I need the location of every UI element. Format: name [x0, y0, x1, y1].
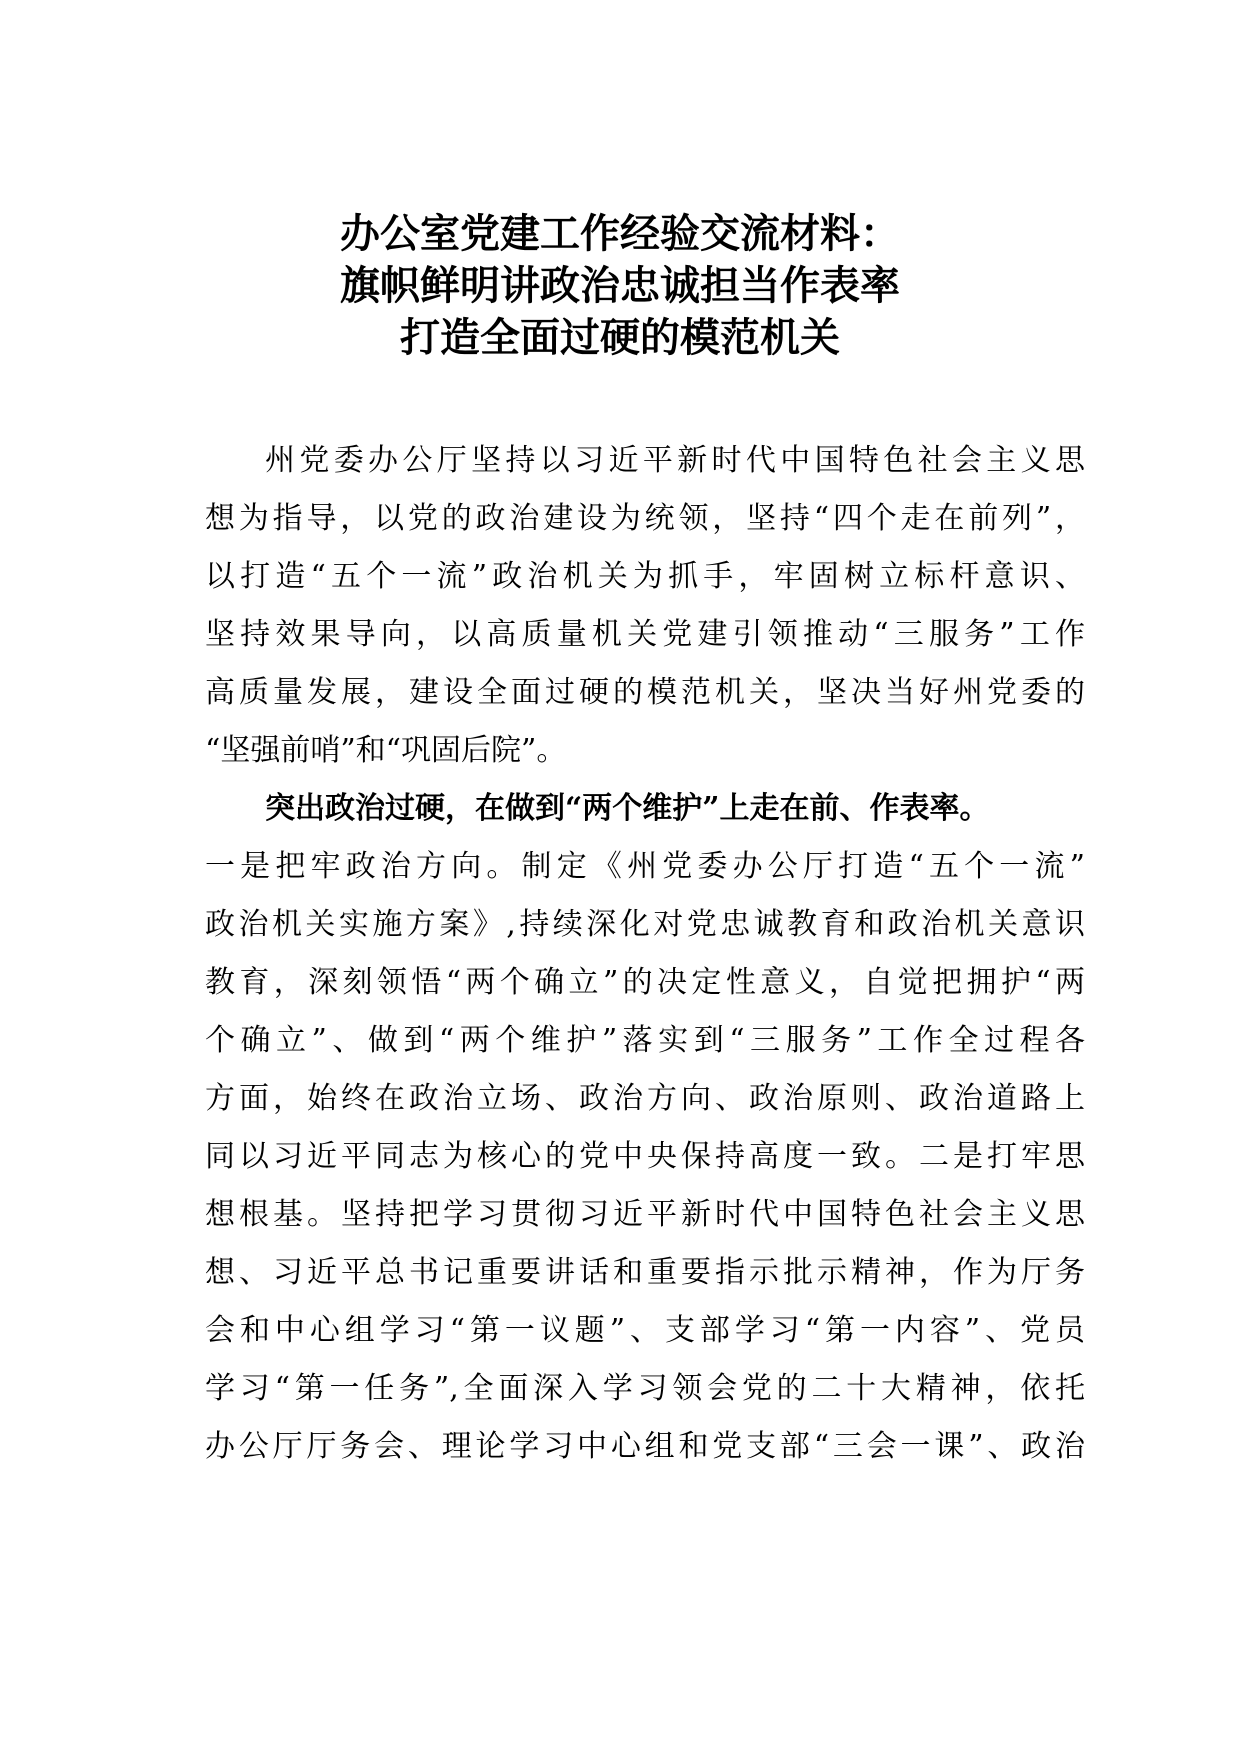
document-title	[180, 208, 1060, 364]
paragraph-line: 政治机关实施方案》,持续深化对党忠诚教育和政治机关意识	[205, 907, 1085, 942]
paragraph-line: 州党委办公厅坚持以习近平新时代中国特色社会主义思	[265, 443, 1085, 478]
paragraph-line: 会和中心组学习“第一议题”、支部学习“第一内容”、党员	[205, 1313, 1085, 1348]
title-line-3: 打造全面过硬的模范机关	[400, 315, 840, 361]
paragraph-line: 想根基。坚持把学习贯彻习近平新时代中国特色社会主义思	[205, 1197, 1085, 1232]
paragraph-line: 高质量发展，建设全面过硬的模范机关，坚决当好州党委的	[205, 675, 1085, 710]
title-line-2: 旗帜鲜明讲政治忠诚担当作表率	[340, 263, 900, 309]
paragraph-line: 教育，深刻领悟“两个确立”的决定性意义，自觉把拥护“两	[205, 965, 1085, 1000]
paragraph-line: 个确立”、做到“两个维护”落实到“三服务”工作全过程各	[205, 1023, 1085, 1058]
intro-paragraph	[205, 432, 1085, 780]
paragraph-line: 一是把牢政治方向。制定《州党委办公厅打造“五个一流”	[205, 849, 1085, 884]
paragraph-line: 办公厅厅务会、理论学习中心组和党支部“三会一课”、政治	[205, 1429, 1085, 1464]
paragraph-line: 方面，始终在政治立场、政治方向、政治原则、政治道路上	[205, 1081, 1085, 1116]
paragraph-line: 想、习近平总书记重要讲话和重要指示批示精神，作为厅务	[205, 1255, 1085, 1290]
paragraph-line: 坚持效果导向，以高质量机关党建引领推动“三服务”工作	[205, 617, 1085, 652]
paragraph-line: 学习“第一任务”,全面深入学习领会党的二十大精神，依托	[205, 1371, 1085, 1406]
paragraph-line: 想为指导，以党的政治建设为统领，坚持“四个走在前列”，	[205, 501, 1085, 536]
paragraph-line: 同以习近平同志为核心的党中央保持高度一致。二是打牢思	[205, 1139, 1085, 1174]
section-heading: 突出政治过硬，在做到“两个维护”上走在前、作表率。	[265, 791, 990, 826]
body-paragraph	[205, 838, 1085, 1476]
paragraph-line: “坚强前哨”和“巩固后院”。	[205, 733, 567, 768]
paragraph-line: 以打造“五个一流”政治机关为抓手，牢固树立标杆意识、	[205, 559, 1085, 594]
document-body	[205, 432, 1085, 1476]
title-line-1: 办公室党建工作经验交流材料：	[340, 211, 900, 257]
